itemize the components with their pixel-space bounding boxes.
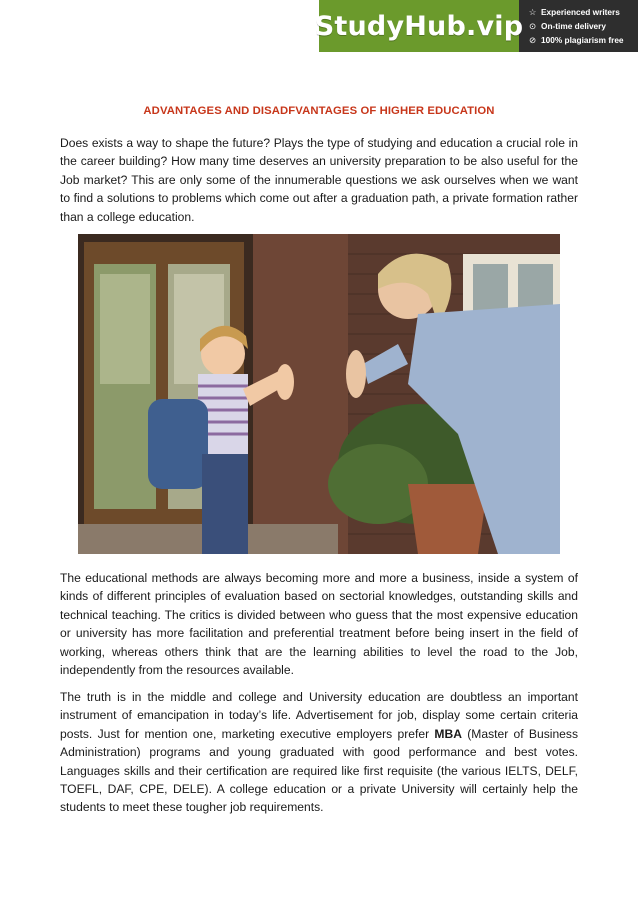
feature-label: 100% plagiarism free <box>541 35 624 45</box>
feature-label: On-time delivery <box>541 21 607 31</box>
star-outline-icon: ☆ <box>528 6 537 17</box>
paragraph-text: (Master of Business Administration) programs and young graduated with good performance and best votes. Languages skills and their certification are required like first requisite (the various IELTS, DELF, TOEFL, DAF, CPE, DELE). A college education or a private University will certainly help the students to meet these tougher job requirements. <box>60 726 578 815</box>
feature-item <box>528 21 638 32</box>
document-title: ADVANTAGES AND DISADFVANTAGES OF HIGHER EDUCATION <box>143 105 495 117</box>
paragraph-text: The truth is in the middle and college and University education are doubtless an important instrument of emancipation in today’s life. Advertisement for job, display some certain criteria posts. Just for mention one, marketing executive employers prefer <box>60 690 578 741</box>
paragraph-educational-methods: The educational methods are always becoming more and more a business, inside a system of kinds of different principles of evaluation based on sectorial knowledges, outstanding skills and technical teaching. The critics is divided between who guess that the most expensive education or university has more facilitation and preferential treatment before being insert in the field of working, whereas others think that are the learning abilities to level the road to the Job, independently from the resources available. <box>60 571 578 678</box>
clock-icon: ⊙ <box>528 20 537 31</box>
mba-bold-term: MBA <box>434 726 462 741</box>
brand-logo[interactable]: StudyHub.vip <box>319 0 519 52</box>
feature-item <box>528 7 638 18</box>
header-banner <box>314 0 638 52</box>
paragraph-intro: Does exists a way to shape the future? Plays the type of studying and education a crucial role in the career building? How many time deserves an university preparation to be also useful for the Job market? This are only some of the innumerable questions we ask ourselves when we want to find a solutions to problems which come out after a graduation path, a private formation rather than a college education. <box>60 136 578 224</box>
feature-label: Experienced writers <box>541 7 620 17</box>
paragraph-truth <box>60 688 578 817</box>
photo-girl-waving-to-mother <box>78 234 560 554</box>
feature-item <box>528 35 638 46</box>
feature-list <box>519 0 638 52</box>
shield-check-icon: ⊘ <box>528 34 537 45</box>
